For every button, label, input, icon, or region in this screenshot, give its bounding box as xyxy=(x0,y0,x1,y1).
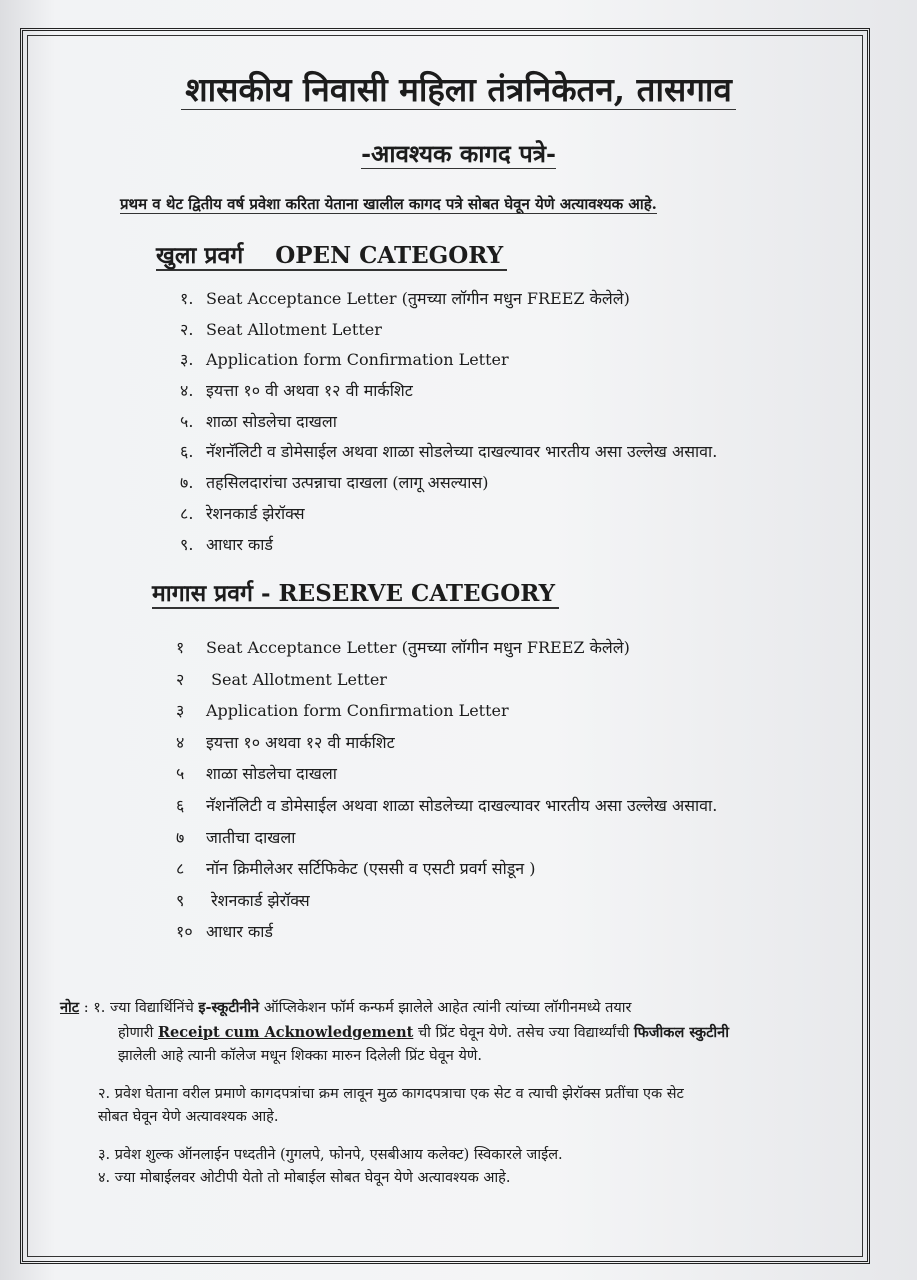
subtitle-text: -आवश्यक कागद पत्रे- xyxy=(361,139,556,168)
item-text: Seat Acceptance Letter (तुमच्या लॉगीन मधुन FREEZ केलेले) xyxy=(206,638,630,657)
list-item xyxy=(180,530,717,561)
note1-escrutiny: इ-स्कूटीनीने xyxy=(198,999,260,1016)
item-text: आधार कार्ड xyxy=(206,922,273,942)
item-text: शाळा सोडलेचा दाखला xyxy=(206,411,337,431)
list-item xyxy=(176,664,717,696)
item-number: २ xyxy=(176,669,185,689)
list-item xyxy=(176,727,717,759)
item-text: Application form Confirmation Letter xyxy=(206,350,509,370)
notes-section xyxy=(60,996,860,1191)
item-number: ९ xyxy=(176,890,185,910)
note1-receipt: Receipt cum Acknowledgement xyxy=(158,1023,414,1041)
intro-line xyxy=(120,194,860,214)
list-item xyxy=(180,499,717,530)
note1-line3: झालेली आहे त्यानी कॉलेज मधून शिक्का मारुन दिलेली प्रिंट घेवून येणे. xyxy=(118,1048,482,1064)
item-number: ७ xyxy=(176,827,185,847)
list-item xyxy=(176,916,717,948)
list-item xyxy=(176,632,717,664)
item-number: ६ xyxy=(176,795,185,815)
item-number: ८ xyxy=(176,859,185,879)
item-text: इयत्ता १० वी अथवा १२ वी मार्कशिट xyxy=(206,381,413,401)
item-number: ९. xyxy=(180,534,194,554)
item-text: Seat Allotment Letter xyxy=(206,669,387,689)
note-label: नोट xyxy=(60,999,80,1016)
note1-physical-scrutiny: फिजीकल स्कुटीनी xyxy=(633,1023,729,1041)
title-text: शासकीय निवासी महिला तंत्रनिकेतन, तासगाव xyxy=(181,70,736,110)
item-text: नॉन क्रिमीलेअर सर्टिफिकेट (एससी व एसटी प्रवर्ग सोडून ) xyxy=(206,859,536,879)
document-title xyxy=(0,66,917,111)
item-number: ५. xyxy=(180,411,194,431)
note-3 xyxy=(60,1144,860,1168)
list-item xyxy=(176,758,717,790)
list-item xyxy=(180,376,717,407)
list-item xyxy=(176,885,717,917)
item-text: Application form Confirmation Letter xyxy=(206,701,509,721)
note3-text: ३. प्रवेश शुल्क ऑनलाईन पध्दतीने (गुगलपे, फोनपे, एसबीआय कलेक्ट) स्विकारले जाईल. xyxy=(98,1146,563,1163)
note1-line2 xyxy=(60,1025,729,1041)
list-item xyxy=(180,407,717,438)
reserve-heading-text: मागास प्रवर्ग - RESERVE CATEGORY xyxy=(152,580,559,609)
item-text: शाळा सोडलेचा दाखला xyxy=(206,764,337,784)
item-text: Seat Acceptance Letter (तुमच्या लॉगीन मधुन FREEZ केलेले) xyxy=(206,289,630,308)
item-number: ३ xyxy=(176,701,185,721)
item-number: ७. xyxy=(180,473,194,493)
item-number: ८. xyxy=(180,503,194,523)
note-4 xyxy=(60,1167,860,1191)
intro-text: प्रथम व थेट द्वितीय वर्ष प्रवेशा करिता येताना खालील कागद पत्रे सोबत घेवून येणे अत्यावश्यक आहे. xyxy=(120,195,657,213)
item-text: नॅशनॅलिटी व डोमेसाईल अथवा शाळा सोडलेच्या दाखल्यावर भारतीय असा उल्लेख असावा. xyxy=(206,795,718,815)
open-heading-marathi: खुला प्रवर्ग xyxy=(156,242,244,269)
item-number: ४. xyxy=(180,381,194,401)
reserve-category-list xyxy=(176,632,717,948)
item-text: जातीचा दाखला xyxy=(206,827,296,847)
item-number: ३. xyxy=(180,350,194,370)
item-text: तहसिलदारांचा उत्पन्नाचा दाखला (लागू असल्यास) xyxy=(206,473,489,493)
note1-prefix: : १. ज्या विद्यार्थिनिंचे xyxy=(79,1000,199,1016)
item-text: Seat Allotment Letter xyxy=(206,319,382,339)
item-text: रेशनकार्ड झेरॉक्स xyxy=(206,890,310,910)
document-subtitle xyxy=(0,137,917,170)
item-number: २. xyxy=(180,319,194,339)
reserve-category-heading xyxy=(152,576,559,608)
list-item xyxy=(180,345,717,376)
item-text: नॅशनॅलिटी व डोमेसाईल अथवा शाळा सोडलेच्या दाखल्यावर भारतीय असा उल्लेख असावा. xyxy=(206,442,718,462)
list-item xyxy=(176,853,717,885)
list-item xyxy=(176,695,717,727)
open-category-heading xyxy=(156,238,507,270)
list-item xyxy=(180,468,717,499)
item-number: १० xyxy=(176,922,193,942)
note1-line2-start: होणारी xyxy=(118,1024,158,1041)
item-number: ४ xyxy=(176,732,185,752)
note-1 xyxy=(60,996,860,1069)
list-item xyxy=(180,315,717,346)
open-heading-underlined xyxy=(156,242,507,271)
item-number: ६. xyxy=(180,442,194,462)
note1-text-2: ची प्रिंट घेवून येणे. तसेच ज्या विद्यार्थ्यांची xyxy=(413,1024,634,1041)
list-item xyxy=(180,437,717,468)
item-number: १ xyxy=(176,638,185,657)
list-item xyxy=(176,822,717,854)
item-number: १. xyxy=(180,289,194,308)
item-text: इयत्ता १० अथवा १२ वी मार्कशिट xyxy=(206,732,395,752)
item-text: आधार कार्ड xyxy=(206,534,273,554)
note2-line1: २. प्रवेश घेताना वरील प्रमाणे कागदपत्रांचा क्रम लावून मुळ कागदपत्राचा एक सेट व त्याची झेरॉक्स प्रतींचा एक सेट xyxy=(98,1085,684,1102)
item-number: ५ xyxy=(176,764,185,784)
open-category-list xyxy=(180,284,717,560)
item-text: रेशनकार्ड झेरॉक्स xyxy=(206,503,305,523)
list-item xyxy=(180,284,717,315)
note-2 xyxy=(60,1083,860,1130)
open-heading-english: OPEN CATEGORY xyxy=(275,242,504,269)
note4-text: ४. ज्या मोबाईलवर ओटीपी येतो तो मोबाईल सोबत घेवून येणे अत्यावश्यक आहे. xyxy=(98,1170,511,1186)
note1-text-1: ऑप्लिकेशन फॉर्म कन्फर्म झालेले आहेत त्यांनी त्यांच्या लॉगीनमध्ये तयार xyxy=(259,1000,632,1016)
list-item xyxy=(176,790,717,822)
note2-line2: सोबत घेवून येणे अत्यावश्यक आहे. xyxy=(98,1109,279,1125)
